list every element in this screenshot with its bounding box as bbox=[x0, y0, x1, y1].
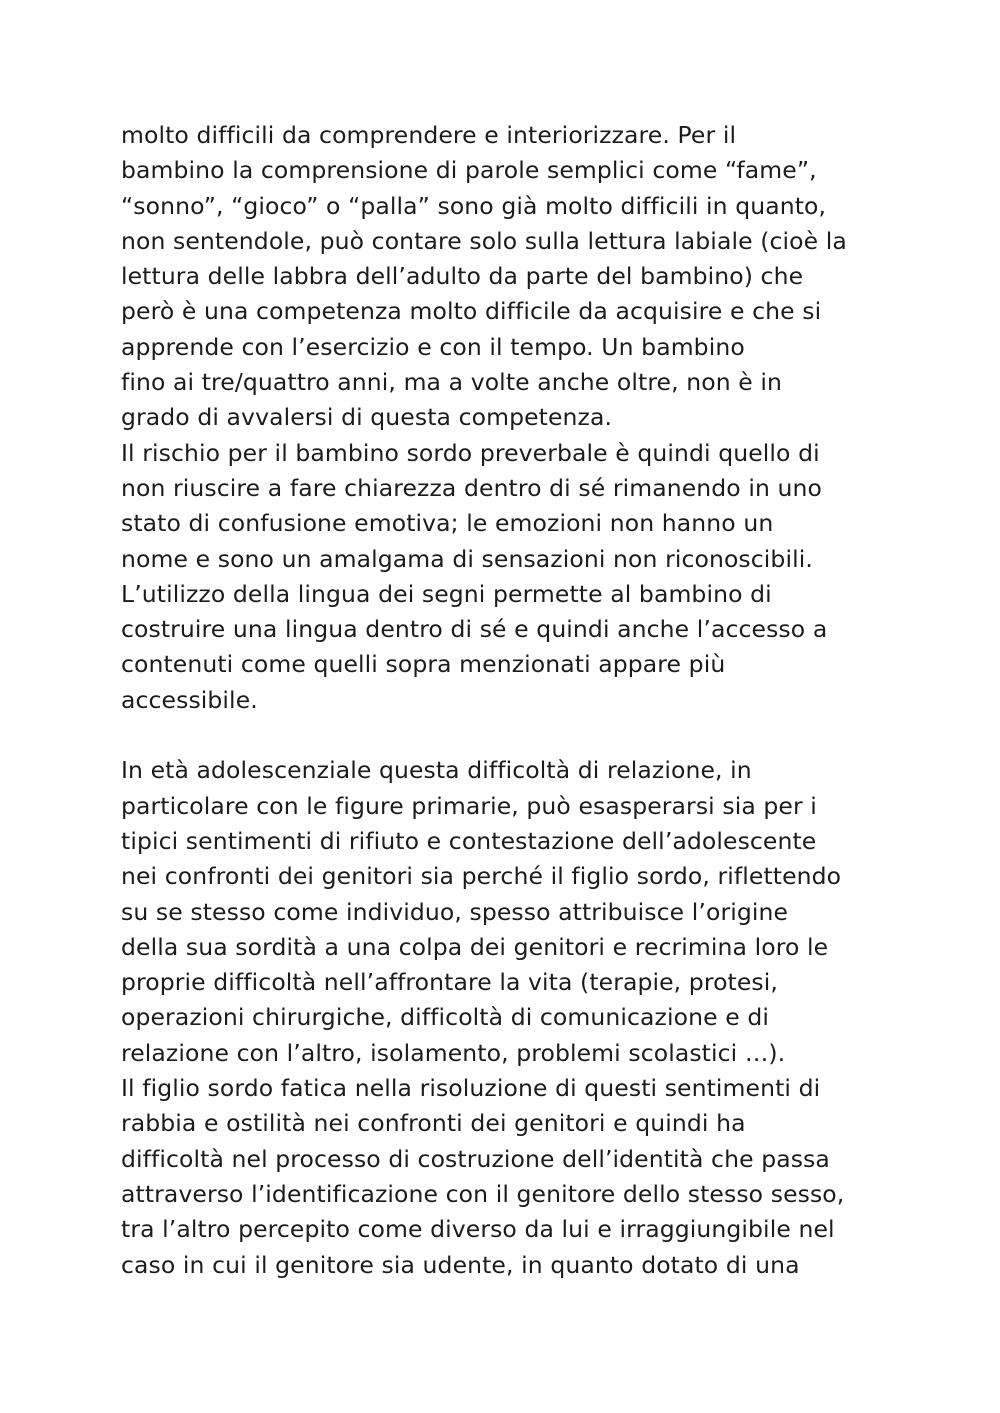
text-line: difficoltà nel processo di costruzione dell’identità che passa bbox=[121, 1144, 830, 1173]
text-line: Il rischio per il bambino sordo preverbale è quindi quello di bbox=[121, 438, 820, 467]
paragraph-3 bbox=[121, 577, 901, 718]
paragraph-2 bbox=[121, 436, 901, 577]
paragraph-spacer bbox=[121, 718, 901, 753]
text-line: Il figlio sordo fatica nella risoluzione di questi sentimenti di bbox=[121, 1074, 821, 1103]
text-line: accessibile. bbox=[121, 685, 258, 714]
text-line: particolare con le figure primarie, può esasperarsi sia per i bbox=[121, 791, 817, 820]
text-line: fino ai tre/quattro anni, ma a volte anche oltre, non è in bbox=[121, 368, 783, 397]
text-line: costruire una lingua dentro di sé e quindi anche l’accesso a bbox=[121, 615, 828, 644]
text-line: non sentendole, può contare solo sulla lettura labiale (cioè la bbox=[121, 226, 847, 255]
body-text bbox=[121, 118, 901, 1283]
text-line: relazione con l’altro, isolamento, problemi scolastici …). bbox=[121, 1038, 786, 1067]
text-line: non riuscire a fare chiarezza dentro di sé rimanendo in uno bbox=[121, 473, 823, 502]
text-line: L’utilizzo della lingua dei segni permette al bambino di bbox=[121, 579, 772, 608]
text-line: però è una competenza molto difficile da acquisire e che si bbox=[121, 297, 822, 326]
text-line: nei confronti dei genitori sia perché il figlio sordo, riflettendo bbox=[121, 862, 842, 891]
text-line: tipici sentimenti di rifiuto e contestazione dell’adolescente bbox=[121, 826, 817, 855]
text-line: operazioni chirurgiche, difficoltà di comunicazione e di bbox=[121, 1003, 769, 1032]
text-line: della sua sordità a una colpa dei genitori e recrimina loro le bbox=[121, 932, 829, 961]
text-line: caso in cui il genitore sia udente, in quanto dotato di una bbox=[121, 1250, 800, 1279]
text-line: lettura delle labbra dell’adulto da parte del bambino) che bbox=[121, 262, 804, 291]
text-line: rabbia e ostilità nei confronti dei genitori e quindi ha bbox=[121, 1109, 746, 1138]
text-line: su se stesso come individuo, spesso attribuisce l’origine bbox=[121, 897, 789, 926]
text-line: In età adolescenziale questa difficoltà di relazione, in bbox=[121, 756, 752, 785]
text-line: bambino la comprensione di parole semplici come “fame”, bbox=[121, 156, 817, 185]
text-line: nome e sono un amalgama di sensazioni non riconoscibili. bbox=[121, 544, 813, 573]
text-line: molto difficili da comprendere e interiorizzare. Per il bbox=[121, 121, 737, 149]
text-line: proprie difficoltà nell’affrontare la vita (terapie, protesi, bbox=[121, 968, 778, 997]
text-line: tra l’altro percepito come diverso da lui e irraggiungibile nel bbox=[121, 1215, 835, 1244]
paragraph-4 bbox=[121, 753, 901, 1071]
text-line: “sonno”, “gioco” o “palla” sono già molto difficili in quanto, bbox=[121, 191, 827, 220]
text-line: apprende con l’esercizio e con il tempo. Un bambino bbox=[121, 332, 745, 361]
text-line: attraverso l’identificazione con il genitore dello stesso sesso, bbox=[121, 1179, 845, 1208]
text-line: contenuti come quelli sopra menzionati appare più bbox=[121, 650, 726, 679]
paragraph-1 bbox=[121, 118, 901, 436]
text-line: stato di confusione emotiva; le emozioni non hanno un bbox=[121, 509, 774, 538]
text-line: grado di avvalersi di questa competenza. bbox=[121, 403, 613, 432]
paragraph-5 bbox=[121, 1071, 901, 1283]
